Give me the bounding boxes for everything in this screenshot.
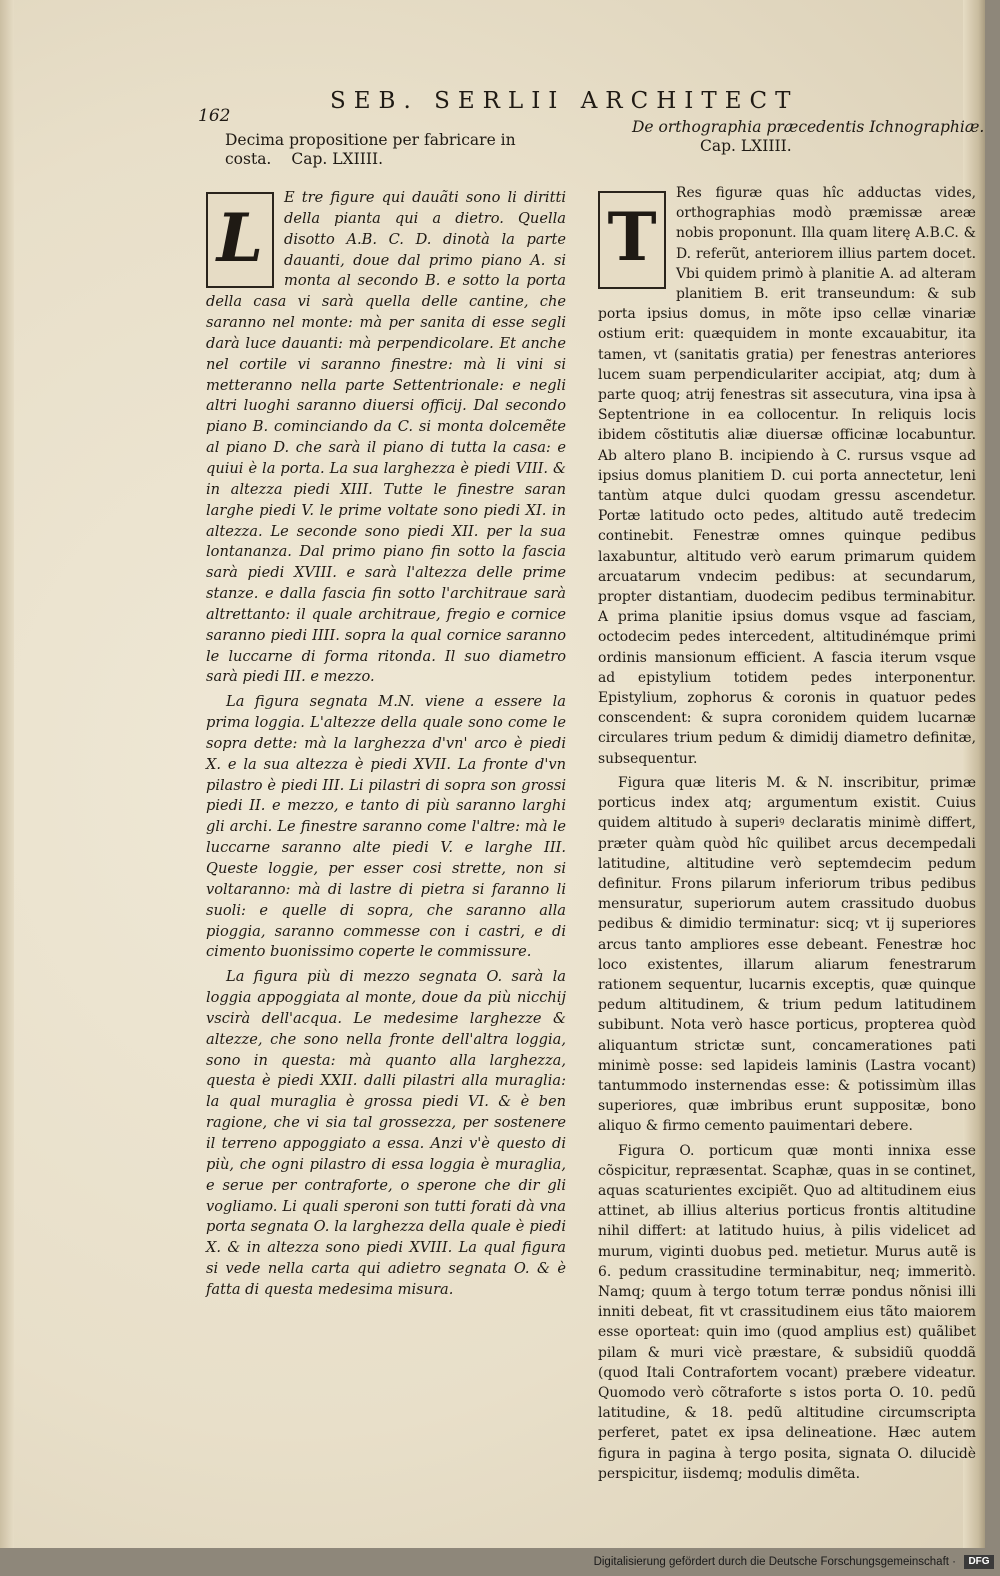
left-heading-line2 — [225, 150, 516, 169]
right-heading-line1: De orthographia præcedentis Ichnographiæ. — [632, 118, 985, 136]
left-paragraph-1: E tre figure qui dauãti sono li diritti della pianta qui a dietro. Quella disotto A.B. C. D. dinotà la parte dauanti, doue dal primo piano A. si monta al secondo B. e sotto la porta della casa vi sarà quella delle cantine, che saranno nel monte: mà per sanita di esse segli darà luce dauanti: mà perpendicolare. Et anche nel cortile vi saranno finestre: mà li vini si metteranno nella parte Settentrionale: e negli altri luoghi saranno diuersi officij. Dal secondo piano B. cominciando da C. si monta dolcemẽte al piano D. che sarà il piano di tutta la casa: e quiui è la porta. La sua larghezza è piedi VIII. & in altezza piedi XIII. Tutte le finestre saran larghe piedi V. le prime voltate sono piedi XI. in altezza. Le seconde sono piedi XII. per la sua lontananza. Dal primo piano fin sotto la fascia sarà piedi XVIII. e sarà l'altezza delle prime stanze. e dalla fascia fin sotto l'architraue sarà altrettanto: il quale architraue, fregio e cornice saranno piedi IIII. sopra la qual cornice saranno le luccarne di forma ritonda. Il suo diametro sarà piedi III. e mezzo. — [206, 189, 566, 686]
initial-letter: L — [216, 199, 264, 277]
dfg-logo: DFG — [964, 1555, 994, 1569]
italian-text-column — [206, 188, 566, 1301]
right-heading-chapter: Cap. LXIIII. — [700, 137, 792, 155]
page-number: 162 — [198, 106, 231, 126]
left-heading-line1: Decima propositione per fabricare in — [225, 131, 516, 149]
left-paragraph-3: La figura più di mezzo segnata O. sarà la loggia appoggiata al monte, doue da più nicchij vscirà dell'acqua. Le medesime larghezze & altezze, che sono nella fronte dell'altra loggia, sono in questa: mà quanto alla larghezza, questa è piedi XXII. dalli pilastri alla muraglia: la qual muraglia è grossa piedi VI. & è ben ragione, che vi sia tal grossezza, per sostenere il terreno appoggiato a essa. Anzi v'è questo di più, che ogni pilastro di essa loggia è muraglia, e serue per contraforte, o sperone che dir gli vogliamo. Li quali speroni son tutti forati dà vna porta segnata O. la larghezza della quale è piedi X. & in altezza sono piedi XVIII. La qual figura si vede nella carta qui adietro segnata O. & è fatta di questa medesima misura. — [206, 968, 566, 1298]
right-chapter-heading — [632, 118, 984, 156]
decorated-initial-T — [598, 191, 666, 289]
running-head: SEB. SERLII ARCHITECT — [330, 88, 799, 114]
page-gutter-shadow — [0, 0, 14, 1548]
left-paragraph-2: La figura segnata M.N. viene a essere la prima loggia. L'altezze della quale sono come le sopra dette: mà la larghezza d'vn' arco è piedi X. e la sua altezza è piedi XVII. La fronte d'vn pilastro è piedi III. Li pilastri di sopra son grossi piedi II. e mezzo, e tanto di più saranno larghi gli archi. Le finestre saranno come l'altre: mà le luccarne saranno alte piedi V. e larghe III. Queste loggie, per esser cosi strette, non si voltaranno: mà di lastre di pietra si faranno li suoli: e quelle di sopra, che saranno alla pioggia, saranno commesse con i castri, e di cimento buonissimo coperte le commissure. — [206, 693, 566, 961]
digitization-footer — [0, 1548, 1000, 1576]
right-paragraph-1: Res figuræ quas hîc adductas vides, orthographias modò præmissæ areæ nobis proponunt. Illa quam literę A.B.C. & D. referũt, anteriorem illius partem docet. Vbi quidem primò à planitie A. ad alteram planitiem B. erit transeundum: & sub porta ipsius domus, in mõte ipso cellæ vinariæ ostium erit: quæquidem in monte excauabitur, ita tamen, vt (sanitatis gratia) per fenestras anteriores lucem suam perpendiculariter accipiat, atq; dum à parte quoq; atrij fenestras sit assecutura, vina ipsa à Septentrione in ea collocentur. In reliquis locis ibidem cõstitutis aliæ diuersæ officinæ locabuntur. Ab altero plano B. incipiendo à C. rursus vsque ad ipsius domus planitiem D. cui porta annectetur, leni tantùm atque dulci quodam gressu ascendetur. Portæ latitudo octo pedes, altitudo autẽ tredecim continebit. Fenestræ omnes quinque pedibus laxabuntur, altitudo verò earum primarum quidem arcuatarum vndecim pedibus: at secundarum, propter distantiam, duodecim pedibus terminabitur. A prima planitie ipsius domus vsque ad fasciam, octodecim pedes intercedent, altitudinémque primi ordinis mansionum efficient. A fascia iterum vsque ad epistylium totidem pedes interponentur. Epistylium, zophorus & coronis in quatuor pedes conscendent: & supra coronidem quidem lucarnæ circulares trium pedum & dimidij diametro definitæ, subsequentur. — [598, 185, 976, 767]
left-heading-chapter: Cap. LXIIII. — [291, 150, 383, 168]
right-paragraph-2: Figura quæ literis M. & N. inscribitur, primæ porticus index atq; argumentum existit. Cuius quidem altitudo à superiꝰ declaratis minimè differt, præter quàm quòd hîc quilibet arcus decempedali latitudine, altitudine verò septemdecim pedum definitur. Frons pilarum inferiorum tribus pedibus mensuratur, superiorum autem crassitudo duobus pedibus & dimidio terminatur: sicq; vt ij superiores arcus tanto ampliores esse debeant. Fenestræ hoc loco existentes, illarum aliarum fenestrarum rationem sequentur, lucarnis exceptis, quæ quinque pedum altitudinem, & trium pedum latitudinem subibunt. Nota verò hasce porticus, propterea quòd aliquantum strictæ sunt, concamerationes pati minimè posse: sed lapideis laminis (Lastra vocant) tantummodo insternendas esse: & potissimùm illas superiores, quæ imbribus erunt suppositæ, bono aliquo & firmo cemento pauimentari debere. — [598, 774, 976, 1135]
latin-text-column — [598, 183, 976, 1484]
left-chapter-heading — [225, 131, 516, 169]
right-paragraph-3: Figura O. porticum quæ monti innixa esse cõspicitur, repræsentat. Scaphæ, quas in se continet, aquas scaturientes excipiẽt. Quo ad altitudinem eius attinet, ab illius alterius porticus frontis altitudine nihil differt: at latitudo huius, à pilis videlicet ad murum, viginti duobus ped. metietur. Murus autẽ is 6. pedum crassitudine terminabitur, neq; immeritò. Namq; quum à tergo totum terræ pondus nõnisi illi inniti debeat, fit vt crassitudinem eius tãto maiorem esse oporteat: quin imo (quod amplius est) quãlibet pilam & muri vicè præstare, & subsidiũ quoddã (quod Itali Contrafortem vocant) præbere videatur. Quomodo verò cõtraforte s istos porta O. 10. pedũ latitudine, & 18. pedũ altitudine circumscripta perferet, patet ex ipsa delineatione. Hæc autem figura in pagina à tergo posita, signata O. dilucidè perspicitur, iisdemq; modulis dimẽta. — [598, 1142, 976, 1482]
footer-credit: Digitalisierung gefördert durch die Deutsche Forschungsgemeinschaft · — [593, 1556, 956, 1568]
initial-letter: T — [607, 198, 657, 276]
decorated-initial-L — [206, 192, 274, 288]
left-heading-line2-a: costa. — [225, 150, 272, 168]
